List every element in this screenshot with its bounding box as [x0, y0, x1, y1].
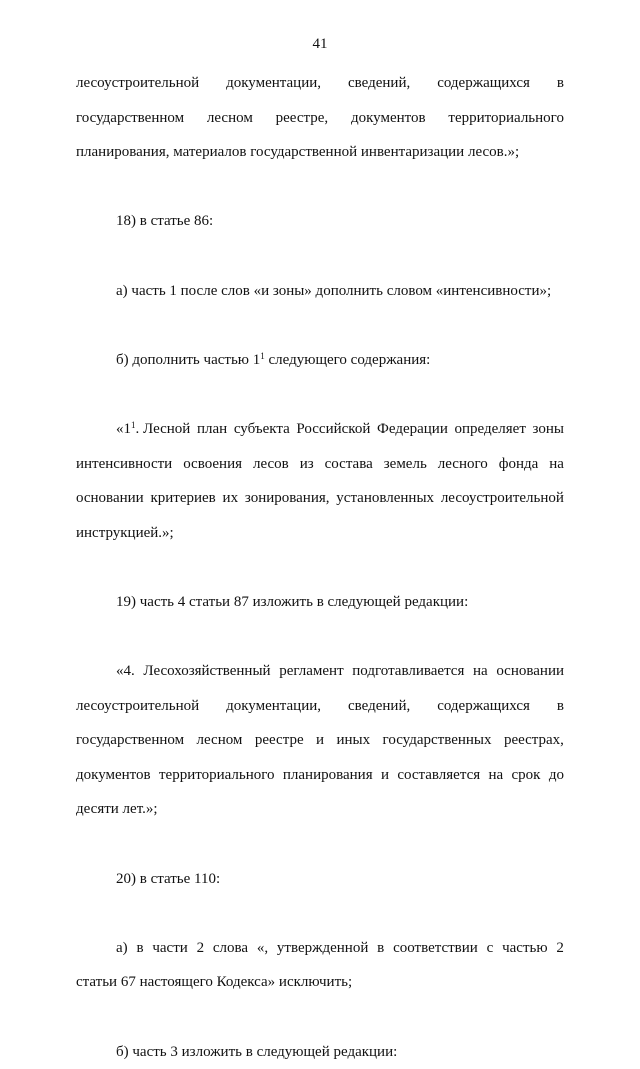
document-body	[76, 66, 564, 1069]
item-19: 19) часть 4 статьи 87 изложить в следующей редакции:	[116, 593, 469, 610]
quote-line-1: «$1^1$. Лесной план субъекта Российской Федерации определяет зоны	[116, 419, 564, 437]
quote-line-2: интенсивности освоения лесов из состава земель лесного фонда на	[76, 455, 564, 472]
regulation-line-1: «4. Лесохозяйственный регламент подготавливается на основании	[116, 663, 564, 680]
item-18-b: б) дополнить частью $1^1$ следующего содержания:	[116, 350, 431, 368]
text-line-1: лесоустроительной документации, сведений, содержащихся в	[76, 75, 564, 91]
text-line-3: планирования, материалов государственной инвентаризации лесов.»;	[76, 144, 520, 161]
item-18: 18) в статье 86:	[116, 213, 214, 230]
regulation-line-5: десяти лет.»;	[76, 801, 158, 818]
item-20: 20) в статье 110:	[116, 870, 221, 887]
regulation-line-2: лесоустроительной документации, сведений, содержащихся в	[76, 697, 564, 714]
page-number: 41	[312, 36, 328, 52]
item-20-b: б) часть 3 изложить в следующей редакции:	[116, 1043, 398, 1060]
item-20-a-line-2: статьи 67 настоящего Кодекса» исключить;	[76, 974, 353, 991]
item-18-a: а) часть 1 после слов «и зоны» дополнить словом «интенсивности»;	[116, 282, 552, 299]
item-20-a-line-1: а) в части 2 слова «, утвержденной в соответствии с частью 2	[116, 939, 564, 956]
regulation-line-4: документов территориального планирования и составляется на срок до	[76, 766, 564, 783]
regulation-line-3: государственном лесном реестре и иных государственных реестрах,	[76, 732, 564, 749]
quote-line-3: основании критериев их зонирования, установленных лесоустроительной	[76, 490, 564, 507]
text-line-2: государственном лесном реестре, документов территориального	[76, 109, 564, 126]
quote-line-4: инструкцией.»;	[76, 524, 174, 541]
